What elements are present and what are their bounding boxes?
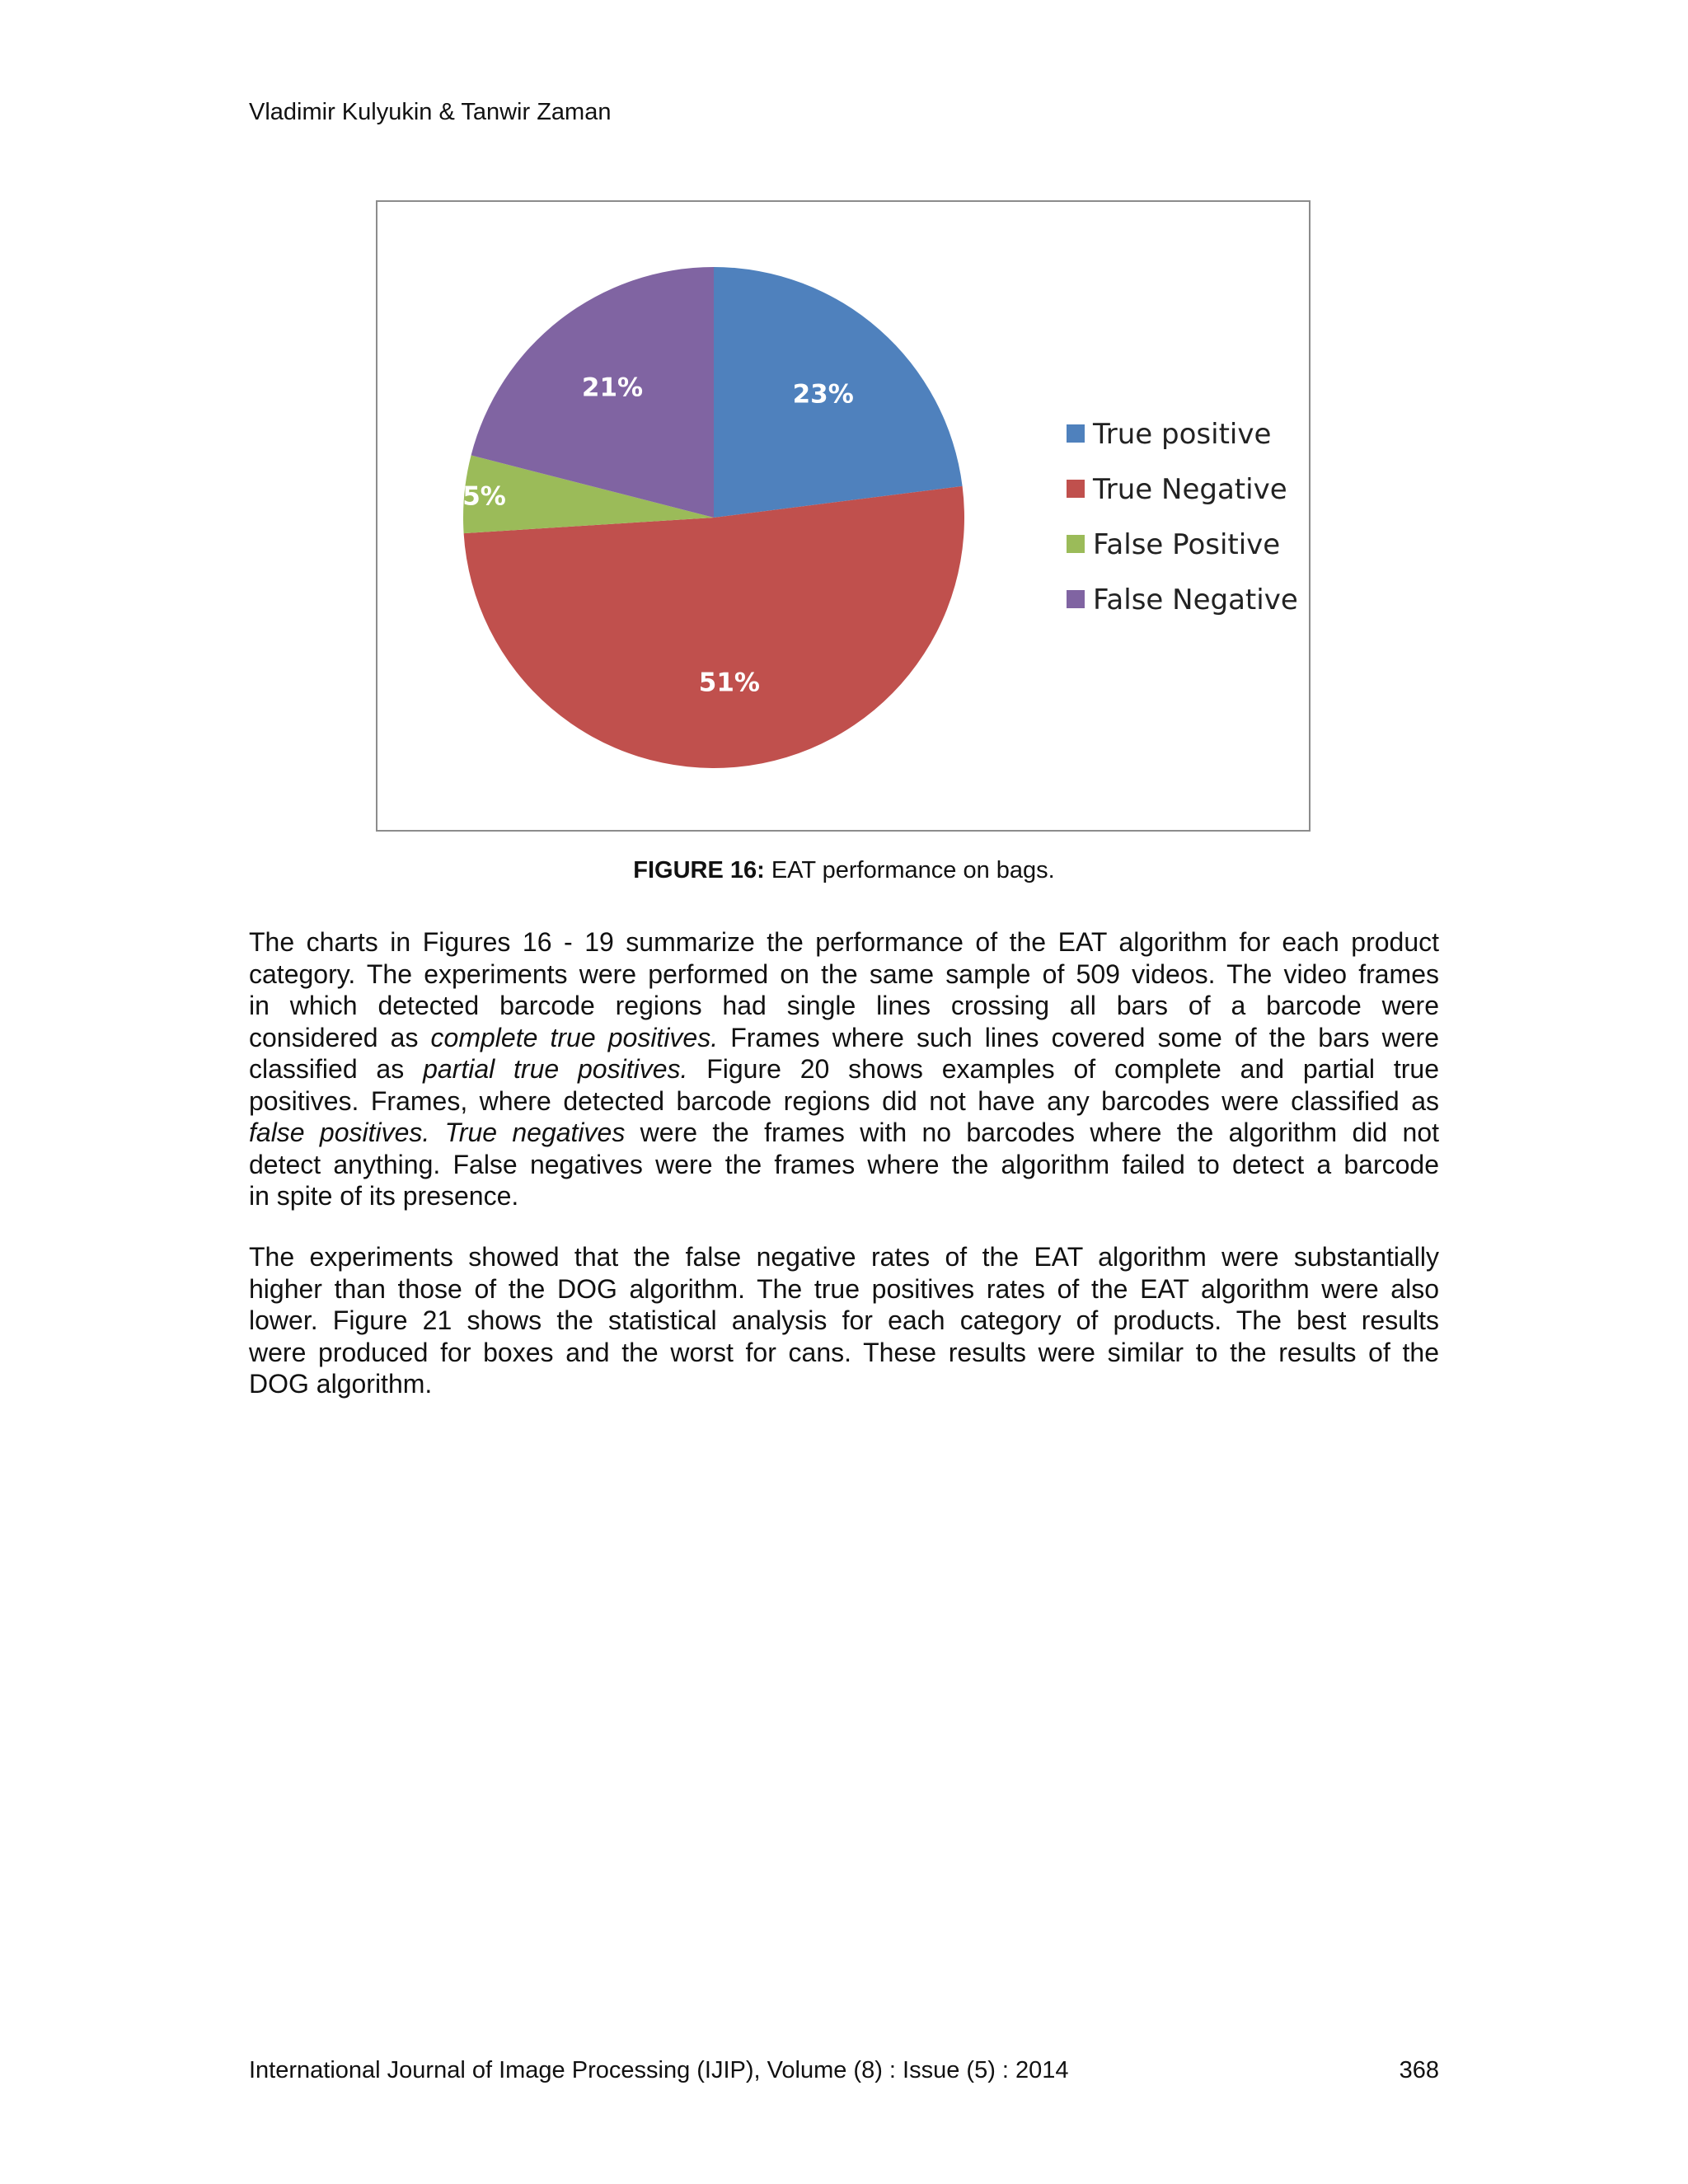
figure-caption-text: EAT performance on bags. [764,857,1055,883]
text-line: in which detected barcode regions had single lines crossing all bars of a barcode were [249,991,1439,1020]
text-line: positives. Frames, where detected barcode regions did not have any barcodes were classified as [249,1085,1439,1116]
emphasis-term: false positives. True negatives [249,1118,626,1147]
figure-caption [0,857,1688,884]
legend-label: True Negative [1093,473,1287,506]
pie-data-label: 5% [462,481,506,512]
legend-label: False Positive [1093,528,1281,561]
pie-data-label: 21% [581,373,644,403]
figure-16-frame [376,200,1311,832]
emphasis-term: partial true positives. [423,1054,688,1084]
text-line: category. The experiments were performed on the same sample of 509 videos. The video frames [249,958,1439,989]
legend-label: True positive [1093,418,1272,451]
pie-data-label: 23% [792,379,854,410]
text-line: DOG algorithm. [249,1369,433,1399]
legend-swatch [1067,480,1085,498]
footer-journal: International Journal of Image Processing (IJIP), Volume (8) : Issue (5) : 2014 [249,2057,1069,2083]
emphasis-term: complete true positives. [430,1022,719,1052]
text-line: lower. Figure 21 shows the statistical analysis for each category of products. The best results [249,1305,1439,1335]
pie-data-label: 51% [698,668,760,698]
legend-swatch [1067,590,1085,608]
text-line: The experiments showed that the false negative rates of the EAT algorithm were substantially [249,1242,1439,1272]
legend-swatch [1067,535,1085,553]
text-line: detect anything. False negatives were the frames where the algorithm failed to detect a barcode [249,1149,1439,1179]
text-line: false positives. True negatives were the frames with no barcodes where the algorithm did not [249,1118,1440,1147]
legend-label: False Negative [1093,583,1298,616]
text-line: The charts in Figures 16 - 19 summarize the performance of the EAT algorithm for each product [249,927,1439,957]
text-line: were produced for boxes and the worst for cans. These results were similar to the results of the [249,1337,1439,1367]
text-line: in spite of its presence. [249,1181,519,1211]
running-head-authors: Vladimir Kulyukin & Tanwir Zaman [249,99,612,125]
pie-chart [377,202,1309,830]
paragraph-1 [249,926,1439,1212]
footer-page-number: 368 [1399,2057,1439,2083]
text-line: classified as partial true positives. Figure 20 shows examples of complete and partial true [249,1054,1440,1084]
legend-swatch [1067,424,1085,443]
figure-caption-label: FIGURE 16: [633,857,765,883]
text-line: higher than those of the DOG algorithm. The true positives rates of the EAT algorithm were also [249,1273,1439,1304]
text-line: considered as complete true positives. Frames where such lines covered some of the bars were [249,1022,1440,1052]
paragraph-2 [249,1241,1439,1400]
